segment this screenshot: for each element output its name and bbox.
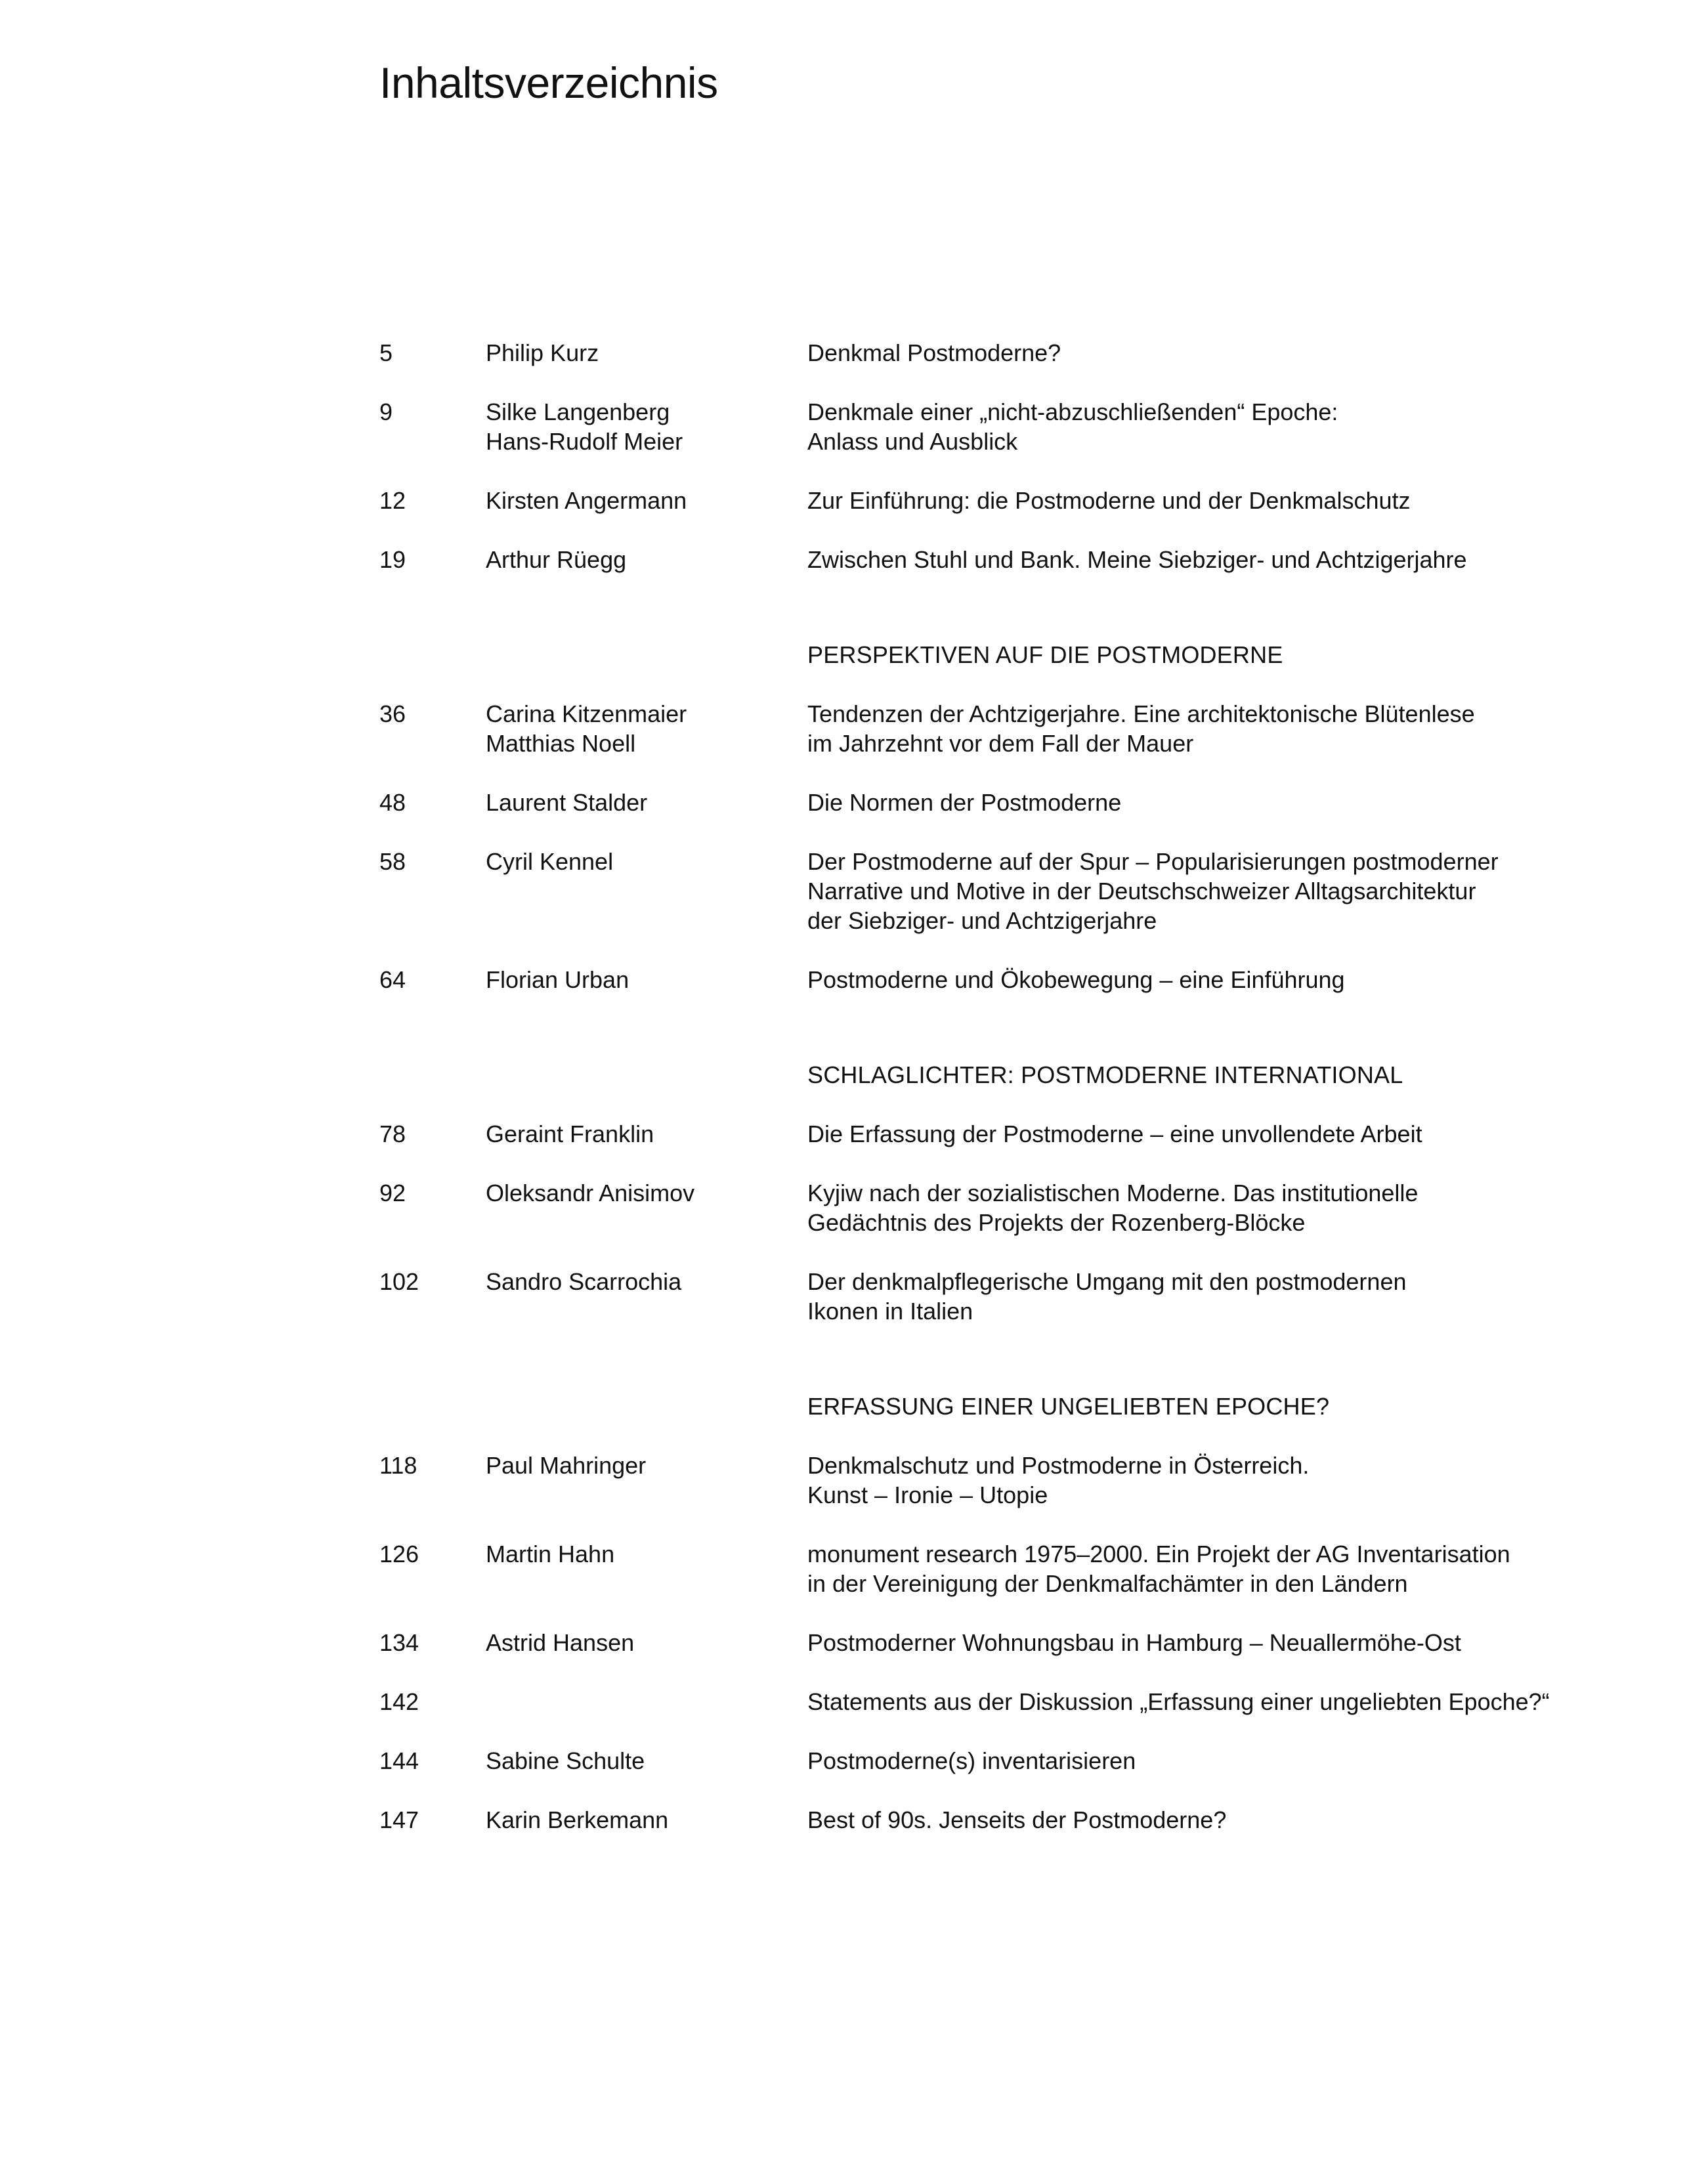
- entry-authors: Cyril Kennel: [486, 848, 614, 875]
- entry-page-number: 134: [379, 1629, 419, 1656]
- table-of-contents: [379, 338, 1679, 1835]
- entry-title: monument research 1975–2000. Ein Projekt der AG Inventarisation in der Vereinigung der Denkmalfachämter in den Ländern: [807, 1541, 1510, 1597]
- entry-page-number: 58: [379, 848, 406, 875]
- entry-page-number: 36: [379, 700, 406, 727]
- entry-authors: Geraint Franklin: [486, 1120, 654, 1147]
- entry-page-number: 142: [379, 1688, 419, 1715]
- section-heading: SCHLAGLICHTER: POSTMODERNE INTERNATIONAL: [807, 1061, 1403, 1088]
- toc-entry[interactable]: [379, 965, 1679, 994]
- entry-authors: Sandro Scarrochia: [486, 1268, 682, 1295]
- entry-page-number: 147: [379, 1806, 419, 1833]
- entry-authors: Silke Langenberg Hans-Rudolf Meier: [486, 398, 683, 455]
- entry-page-number: 144: [379, 1747, 419, 1774]
- entry-title: Postmoderne und Ökobewegung – eine Einführung: [807, 966, 1345, 993]
- entry-page-number: 92: [379, 1180, 406, 1206]
- section-heading: PERSPEKTIVEN AUF DIE POSTMODERNE: [807, 641, 1283, 668]
- toc-section: [379, 338, 1679, 574]
- toc-entry[interactable]: [379, 1539, 1679, 1598]
- section-heading: ERFASSUNG EINER UNGELIEBTEN EPOCHE?: [807, 1393, 1330, 1420]
- entry-title: Die Erfassung der Postmoderne – eine unvollendete Arbeit: [807, 1120, 1422, 1147]
- entry-authors: Florian Urban: [486, 966, 630, 993]
- entry-authors: Paul Mahringer: [486, 1452, 647, 1479]
- entry-title: Denkmalschutz und Postmoderne in Österreich. Kunst – Ironie – Utopie: [807, 1452, 1310, 1508]
- entry-title: Die Normen der Postmoderne: [807, 789, 1122, 816]
- entry-title: Denkmale einer „nicht-abzuschließenden“ Epoche: Anlass und Ausblick: [807, 398, 1338, 455]
- entry-authors: Karin Berkemann: [486, 1806, 669, 1833]
- entry-title: Tendenzen der Achtzigerjahre. Eine architektonische Blütenlese im Jahrzehnt vor dem Fall der Mauer: [807, 700, 1475, 757]
- toc-entry[interactable]: [379, 1119, 1679, 1149]
- entry-authors: Laurent Stalder: [486, 789, 648, 816]
- toc-section: [379, 1392, 1679, 1835]
- entry-title: Statements aus der Diskussion „Erfassung einer ungeliebten Epoche?“: [807, 1688, 1550, 1715]
- entry-page-number: 102: [379, 1268, 419, 1295]
- toc-entry[interactable]: [379, 1178, 1679, 1237]
- entry-page-number: 19: [379, 546, 406, 573]
- entry-title: Der Postmoderne auf der Spur – Popularisierungen postmoderner Narrative und Motive in der Deutschschweizer Alltagsarchitektur der Siebziger- und Achtzigerjahre: [807, 848, 1499, 934]
- entry-authors: Astrid Hansen: [486, 1629, 635, 1656]
- toc-entry[interactable]: [379, 699, 1679, 758]
- entry-authors: Sabine Schulte: [486, 1747, 645, 1774]
- entry-title: Denkmal Postmoderne?: [807, 339, 1061, 366]
- toc-section: [379, 640, 1679, 994]
- toc-section: [379, 1060, 1679, 1326]
- entry-title: Zur Einführung: die Postmoderne und der Denkmalschutz: [807, 487, 1411, 514]
- toc-entry[interactable]: [379, 1451, 1679, 1510]
- toc-entry[interactable]: [379, 486, 1679, 515]
- entry-title: Kyjiw nach der sozialistischen Moderne. Das institutionelle Gedächtnis des Projekts der Rozenberg-Blöcke: [807, 1180, 1419, 1236]
- entry-authors: Martin Hahn: [486, 1541, 615, 1567]
- entry-title: Der denkmalpflegerische Umgang mit den postmodernen Ikonen in Italien: [807, 1268, 1407, 1325]
- toc-entry[interactable]: [379, 788, 1679, 817]
- entry-authors: [486, 1687, 807, 1716]
- toc-entry[interactable]: [379, 1805, 1679, 1835]
- entry-title: Postmoderner Wohnungsbau in Hamburg – Neuallermöhe-Ost: [807, 1629, 1461, 1656]
- entry-page-number: 12: [379, 487, 406, 514]
- toc-entry[interactable]: [379, 545, 1679, 574]
- toc-entry[interactable]: [379, 1267, 1679, 1326]
- entry-authors: Philip Kurz: [486, 339, 599, 366]
- entry-page-number: 64: [379, 966, 406, 993]
- entry-title: Zwischen Stuhl und Bank. Meine Siebziger- und Achtzigerjahre: [807, 546, 1467, 573]
- entry-authors: Oleksandr Anisimov: [486, 1180, 695, 1206]
- entry-page-number: 48: [379, 789, 406, 816]
- entry-page-number: 5: [379, 339, 393, 366]
- entry-page-number: 126: [379, 1541, 419, 1567]
- toc-entry[interactable]: [379, 847, 1679, 935]
- toc-entry[interactable]: [379, 397, 1679, 456]
- toc-entry[interactable]: [379, 1628, 1679, 1657]
- entry-authors: Arthur Rüegg: [486, 546, 627, 573]
- toc-entry[interactable]: [379, 338, 1679, 368]
- page-title: Inhaltsverzeichnis: [379, 58, 718, 107]
- toc-entry[interactable]: [379, 1746, 1679, 1776]
- entry-title: Postmoderne(s) inventarisieren: [807, 1747, 1136, 1774]
- entry-authors: Carina Kitzenmaier Matthias Noell: [486, 700, 687, 757]
- entry-page-number: 9: [379, 398, 393, 425]
- entry-page-number: 78: [379, 1120, 406, 1147]
- entry-authors: Kirsten Angermann: [486, 487, 687, 514]
- toc-entry[interactable]: [379, 1687, 1679, 1716]
- entry-page-number: 118: [379, 1452, 417, 1479]
- entry-title: Best of 90s. Jenseits der Postmoderne?: [807, 1806, 1227, 1833]
